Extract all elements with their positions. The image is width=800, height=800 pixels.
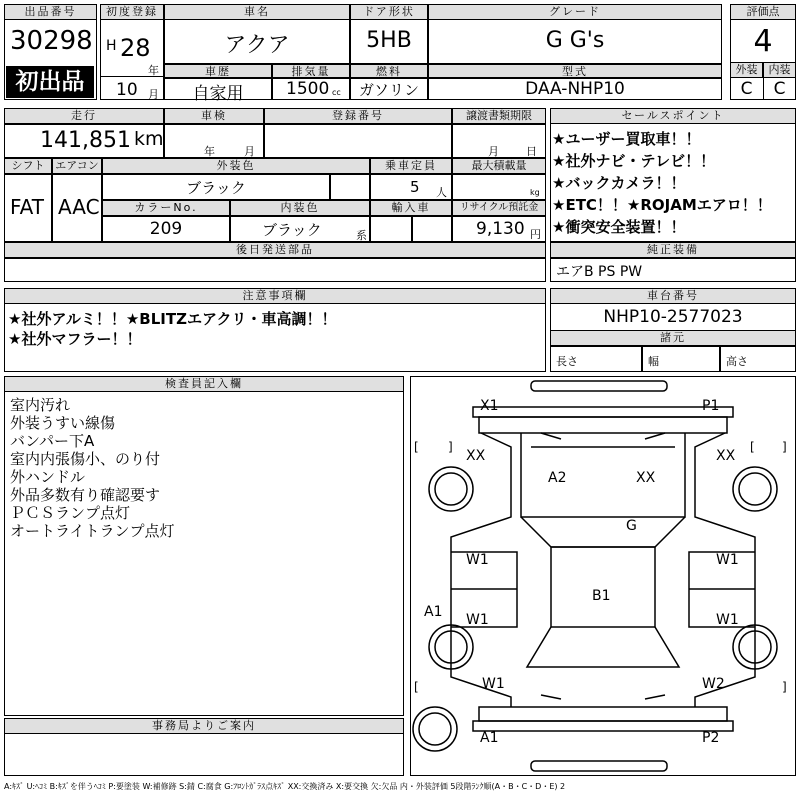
door-type: 5HB [366, 28, 412, 53]
mileage-unit: km [134, 128, 164, 150]
later-parts-label: 後日発送部品 [4, 242, 546, 258]
damage-mark-g: G [626, 518, 637, 534]
transfer-month-unit: 月 [488, 145, 499, 158]
first-reg-label: 初度登録 [100, 4, 164, 20]
later-parts-cell [4, 258, 546, 282]
notes-label: 注意事項欄 [4, 288, 546, 304]
car-outline-diagram [411, 377, 795, 775]
car-name-label: 車名 [164, 4, 350, 20]
sales-point-line: ★社外ナビ・テレビ！！ [552, 152, 716, 170]
recycle: 9,130 [476, 219, 525, 239]
inspection-month-unit: 月 [244, 145, 255, 158]
damage-mark-b1: B1 [592, 588, 611, 604]
chassis-number: NHP10-2577023 [603, 307, 743, 327]
capacity-unit: 人 [436, 186, 447, 199]
damage-mark-a1: A1 [424, 604, 443, 620]
shift: FAT [10, 195, 45, 219]
bracket: [ [414, 440, 419, 454]
year-unit: 年 [148, 64, 159, 77]
recycle-label: リサイクル預託金 [452, 200, 546, 216]
damage-mark-w1: W1 [716, 612, 739, 628]
damage-mark-p2: P2 [702, 730, 720, 746]
notes-line: ★社外マフラー！！ [8, 330, 142, 348]
inspector-label: 検査員記入欄 [4, 376, 404, 392]
interior-grade: C [773, 79, 786, 99]
recycle-unit: 円 [530, 228, 541, 241]
car-diagram [410, 376, 796, 776]
damage-mark-a1: A1 [480, 730, 499, 746]
mileage: 141,851 [40, 128, 131, 153]
inspector-line: ＰＣＳランプ点灯 [10, 504, 131, 522]
bracket: ] [782, 680, 787, 694]
history-label: 車歴 [164, 64, 272, 78]
ext-color-label: 外装色 [102, 158, 370, 174]
model-label: 型式 [428, 64, 722, 78]
exterior-grade-label: 外装 [730, 62, 763, 78]
score-label: 評価点 [730, 4, 796, 20]
transfer-label: 譲渡書類期限 [452, 108, 546, 124]
ext-color-extra-cell [330, 174, 370, 200]
month-unit: 月 [148, 88, 159, 101]
sales-point-line: ★衝突安全装置！！ [552, 218, 686, 236]
max-load-label: 最大積載量 [452, 158, 546, 174]
chassis-label: 車台番号 [550, 288, 796, 304]
int-color: ブラック [262, 221, 322, 239]
damage-mark-w1: W1 [466, 552, 489, 568]
damage-mark-xx-left: XX [466, 448, 486, 464]
inspector-line: 室内汚れ [10, 396, 71, 414]
bracket: [ [414, 680, 419, 694]
fuel: ガソリン [358, 81, 419, 99]
capacity: 5 [410, 178, 420, 196]
reg-no-cell [264, 124, 452, 158]
inspector-line: バンパー下A [10, 432, 95, 450]
lot-number: 30298 [10, 26, 93, 56]
exterior-grade: C [740, 79, 753, 99]
shift-label: シフト [4, 158, 52, 174]
transfer-day-unit: 日 [526, 145, 537, 158]
aircon-label: エアコン [52, 158, 102, 174]
equipment-label: 純正装備 [550, 242, 796, 258]
fuel-label: 燃料 [350, 64, 428, 78]
interior-grade-label: 内装 [763, 62, 796, 78]
office-label: 事務局よりご案内 [4, 718, 404, 734]
inspection-label: 車検 [164, 108, 264, 124]
equipment: エアB PS PW [556, 264, 643, 280]
damage-mark-p1: P1 [702, 398, 720, 414]
import-cell-a [370, 216, 412, 242]
divider [100, 76, 164, 77]
dims-label: 諸元 [550, 330, 796, 346]
reg-no-label: 登録番号 [264, 108, 452, 124]
notes-line: ★社外アルミ！！★BLITZエアクリ・車高調！！ [8, 310, 337, 328]
first-reg-month: 10 [116, 80, 138, 100]
width-label: 幅 [648, 355, 659, 368]
max-load-unit: kg [530, 188, 540, 197]
damage-mark-w1: W1 [716, 552, 739, 568]
history: 自家用 [192, 84, 244, 104]
first-listing-badge: 初出品 [6, 66, 94, 98]
length-label: 長さ [556, 355, 578, 368]
sales-point-line: ★ユーザー買取車！！ [552, 130, 701, 148]
color-no: 209 [149, 219, 183, 239]
capacity-label: 乗車定員 [370, 158, 452, 174]
inspector-line: 外ハンドル [10, 468, 86, 486]
damage-mark-xx-hood: XX [636, 470, 656, 486]
damage-mark-w1: W1 [482, 676, 505, 692]
grade-label: グレード [428, 4, 722, 20]
inspector-line: オートライトランプ点灯 [10, 522, 175, 540]
car-name: アクア [224, 33, 290, 58]
mileage-label: 走行 [4, 108, 164, 124]
int-color-label: 内装色 [230, 200, 370, 216]
inspector-line: 室内内張傷小、のり付 [10, 450, 161, 468]
import-label: 輸入車 [370, 200, 452, 216]
score: 4 [753, 24, 773, 59]
inspection-year-unit: 年 [204, 145, 215, 158]
sales-point-line: ★ETC！！★ROJAMエアロ！！ [552, 196, 772, 214]
sales-point-line: ★バックカメラ！！ [552, 174, 686, 192]
inspector-line: 外装うすい線傷 [10, 414, 116, 432]
grade: G G's [545, 28, 605, 53]
ext-color: ブラック [186, 179, 246, 197]
era-prefix: H [106, 38, 117, 54]
legend: A:ｷｽﾞ U:ﾍｺﾐ B:ｷｽﾞを伴うﾍｺﾐ P:要塗装 W:補修跡 S:錆 C:腐食 G:ﾌﾛﾝﾄｶﾞﾗｽ点ｷｽﾞ XX:交換済み X:要交換 欠:欠品 内・外装評価 5段階ﾗﾝｸ順(A・B・C・D・E) 2 [4, 782, 566, 791]
int-color-suffix: 系 [356, 229, 367, 242]
inspector-line: 外品多数有り確認要す [10, 486, 161, 504]
aircon: AAC [58, 195, 100, 219]
sales-points-label: セールスポイント [550, 108, 796, 124]
displacement: 1500 [286, 79, 330, 99]
damage-mark-xx-right: XX [716, 448, 736, 464]
bracket: ] [782, 440, 787, 454]
color-no-label: カラーNo. [102, 200, 230, 216]
model: DAA-NHP10 [525, 79, 625, 99]
first-reg-year: 28 [120, 34, 151, 62]
damage-mark-w1: W1 [466, 612, 489, 628]
damage-mark-a2: A2 [548, 470, 567, 486]
bracket: ] [448, 440, 453, 454]
import-cell-b [412, 216, 452, 242]
height-label: 高さ [726, 355, 748, 368]
displacement-label: 排気量 [272, 64, 350, 78]
door-type-label: ドア形状 [350, 4, 428, 20]
lot-number-label: 出品番号 [4, 4, 97, 20]
damage-mark-w2: W2 [702, 676, 725, 692]
bracket: [ [750, 440, 755, 454]
damage-mark-x1: X1 [480, 398, 499, 414]
displacement-unit: cc [332, 88, 341, 97]
